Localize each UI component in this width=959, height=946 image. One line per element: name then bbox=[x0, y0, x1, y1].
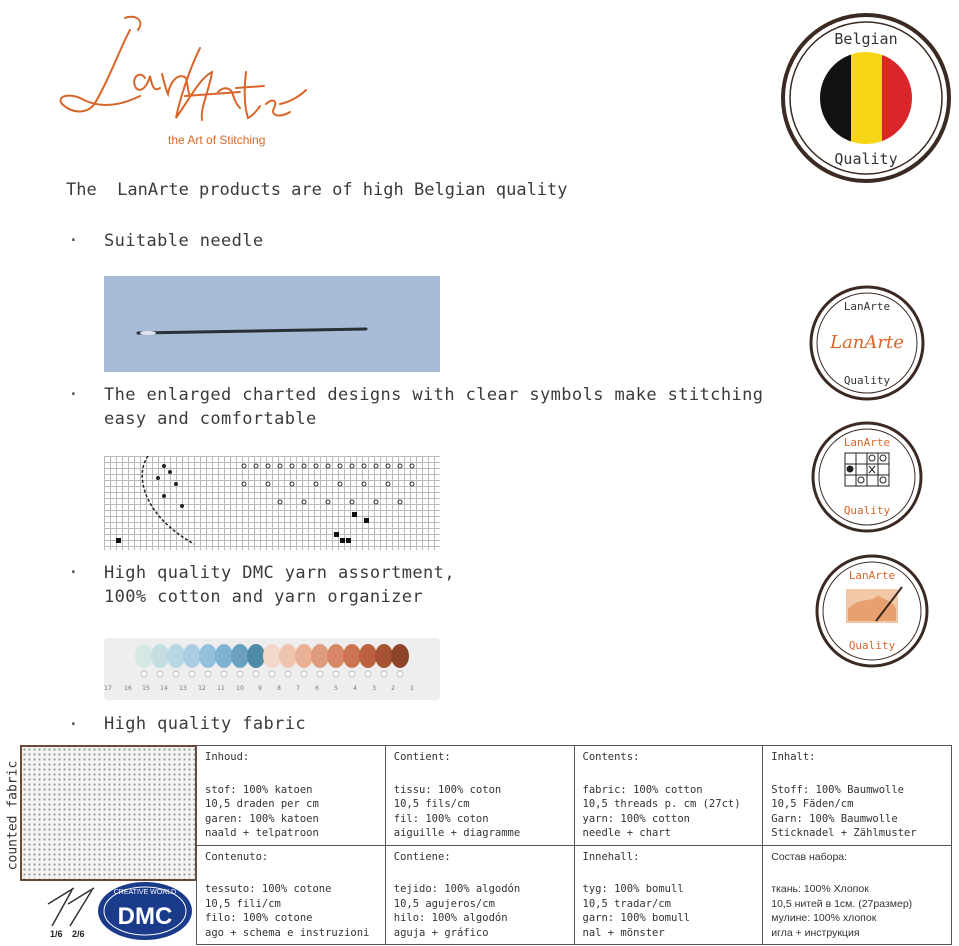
organizer-number: 9 bbox=[258, 685, 262, 692]
bullet-fabric-text: High quality fabric bbox=[104, 714, 307, 734]
cell-line: garn: 100% bomull bbox=[582, 912, 690, 924]
contents-cell-ru bbox=[763, 845, 952, 945]
cell-line: 10,5 threads p. cm (27ct) bbox=[582, 798, 741, 810]
organizer-number: 14 bbox=[160, 685, 168, 692]
cell-line: tejido: 100% algodón bbox=[393, 883, 521, 895]
logo-tagline: the Art of Stitching bbox=[168, 133, 266, 147]
cell-title: Состав набора: bbox=[771, 850, 848, 863]
badge-bottom-text: Quality bbox=[843, 504, 891, 517]
cell-line: fil: 100% coton bbox=[393, 812, 489, 825]
cell-title: Contenuto: bbox=[205, 850, 269, 863]
cell-line: tissu: 100% coton bbox=[393, 783, 502, 796]
cell-line: tyg: 100% bomull bbox=[582, 883, 684, 895]
bullet-dot: · bbox=[68, 714, 79, 735]
cell-title: Inhoud: bbox=[205, 751, 250, 763]
contents-table bbox=[196, 745, 952, 945]
organizer-number: 3 bbox=[372, 685, 376, 692]
cell-line: 10,5 draden per cm bbox=[205, 798, 319, 810]
bullet-yarn-text bbox=[104, 561, 455, 609]
cell-line: naald + telpatroon bbox=[205, 827, 319, 839]
badge-bottom-text: Quality bbox=[834, 150, 898, 168]
dmc-logo bbox=[96, 880, 194, 942]
badge-top-text: LanArte bbox=[843, 300, 891, 313]
cell-line: 10,5 tradar/cm bbox=[582, 897, 672, 910]
organizer-number: 17 bbox=[104, 685, 112, 692]
organizer-number: 16 bbox=[124, 685, 132, 692]
contents-cell-fr bbox=[385, 746, 574, 846]
needle-size-2: 2/6 bbox=[72, 929, 85, 939]
lanarte-quality-badge-fabric bbox=[814, 553, 930, 669]
badge-top-text: LanArte bbox=[843, 436, 891, 449]
bullet-chart-text bbox=[104, 383, 763, 431]
cell-title: Contents: bbox=[582, 751, 640, 763]
cell-line: 10,5 fils/cm bbox=[393, 798, 470, 810]
badge-top-text: LanArte bbox=[848, 569, 896, 582]
cell-line: 10,5 нитей в 1см. (27размер) bbox=[771, 897, 913, 910]
chart-pattern-image bbox=[104, 456, 440, 550]
organizer-number: 1 bbox=[410, 685, 414, 692]
organizer-number: 2 bbox=[391, 685, 395, 692]
lanarte-quality-badge-chart bbox=[810, 420, 924, 534]
headline: The LanArte products are of high Belgian quality bbox=[66, 180, 568, 200]
cell-title: Contiene: bbox=[393, 850, 451, 863]
organizer-number: 15 bbox=[142, 685, 150, 692]
bullet-dot: · bbox=[68, 230, 79, 251]
cell-line: 10,5 agujeros/cm bbox=[393, 897, 495, 910]
cell-line: Stoff: 100% Baumwolle bbox=[771, 783, 905, 796]
cell-line: 10,5 Fäden/cm bbox=[771, 798, 854, 810]
cell-line: hilo: 100% algodón bbox=[393, 912, 508, 924]
organizer-number: 5 bbox=[334, 685, 338, 692]
cell-title: Inhalt: bbox=[771, 751, 816, 763]
cell-line: aguja + gráfico bbox=[393, 926, 489, 939]
fabric-swatch bbox=[20, 745, 197, 881]
cell-line: nal + mönster bbox=[582, 926, 665, 939]
cell-line: filo: 100% cotone bbox=[205, 912, 313, 924]
cell-line: tessuto: 100% cotone bbox=[205, 883, 332, 895]
contents-cell-es bbox=[385, 845, 574, 945]
table-row bbox=[197, 845, 952, 945]
counted-fabric-label: counted fabric bbox=[5, 760, 21, 871]
contents-cell-en bbox=[574, 746, 763, 846]
organizer-number: 4 bbox=[353, 685, 357, 692]
cell-line: needle + chart bbox=[582, 827, 672, 839]
bullet-yarn-line-1: High quality DMC yarn assortment, bbox=[104, 563, 455, 583]
bullet-dot: · bbox=[68, 562, 79, 583]
needle-size-icon bbox=[44, 884, 96, 940]
cell-line: fabric: 100% cotton bbox=[582, 783, 703, 796]
cell-line: мулине: 100% хлопок bbox=[771, 912, 877, 924]
fabric-stitch-icon bbox=[846, 587, 902, 623]
bullet-dot: · bbox=[68, 384, 79, 405]
lanarte-quality-badge-logo bbox=[808, 284, 926, 402]
needle-size-1: 1/6 bbox=[50, 929, 63, 939]
dmc-brand-text: DMC bbox=[117, 903, 173, 930]
cell-title: Contient: bbox=[393, 751, 451, 763]
logo-script bbox=[50, 8, 310, 138]
cell-line: yarn: 100% cotton bbox=[582, 812, 690, 825]
organizer-number: 7 bbox=[296, 685, 300, 692]
cell-line: Garn: 100% Baumwolle bbox=[771, 812, 898, 825]
yarn-organizer-image bbox=[104, 638, 440, 700]
bullet-needle-text: Suitable needle bbox=[104, 231, 264, 251]
contents-cell-de bbox=[763, 746, 952, 846]
cell-line: 10,5 fili/cm bbox=[205, 897, 281, 910]
cell-line: ткань: 100% Хлопок bbox=[771, 883, 869, 895]
cell-line: игла + инструкция bbox=[771, 926, 860, 939]
contents-cell-it bbox=[197, 845, 386, 945]
dmc-ring-text: CREATIVE WORLD bbox=[113, 889, 177, 896]
badge-bottom-text: Quality bbox=[843, 374, 891, 387]
cell-line: ago + schema e instruzioni bbox=[205, 926, 370, 939]
belgian-quality-badge bbox=[780, 12, 952, 184]
organizer-number: 6 bbox=[315, 685, 319, 692]
cell-line: garen: 100% katoen bbox=[205, 812, 319, 825]
cell-line: aiguille + diagramme bbox=[393, 827, 521, 839]
organizer-number: 10 bbox=[236, 685, 244, 692]
contents-cell-sv bbox=[574, 845, 763, 945]
organizer-number: 12 bbox=[198, 685, 206, 692]
bullet-chart-line-2: easy and comfortable bbox=[104, 409, 317, 429]
organizer-number: 11 bbox=[217, 685, 225, 692]
badge-top-text: Belgian bbox=[834, 30, 898, 48]
bullet-chart-line-1: The enlarged charted designs with clear symbols make stitching bbox=[104, 385, 764, 405]
contents-cell-nl bbox=[197, 746, 386, 846]
organizer-number: 13 bbox=[179, 685, 187, 692]
needle-image bbox=[104, 276, 440, 372]
table-row bbox=[197, 746, 952, 846]
cell-line: stof: 100% katoen bbox=[205, 783, 313, 796]
cell-title: Innehall: bbox=[582, 850, 640, 863]
organizer-number: 8 bbox=[277, 685, 281, 692]
lanarte-logo bbox=[50, 8, 310, 148]
cell-line: Sticknadel + Zählmuster bbox=[771, 827, 917, 839]
badge-inner-logo: LanArte bbox=[830, 332, 904, 353]
badge-bottom-text: Quality bbox=[848, 639, 896, 652]
bullet-yarn-line-2: 100% cotton and yarn organizer bbox=[104, 587, 424, 607]
